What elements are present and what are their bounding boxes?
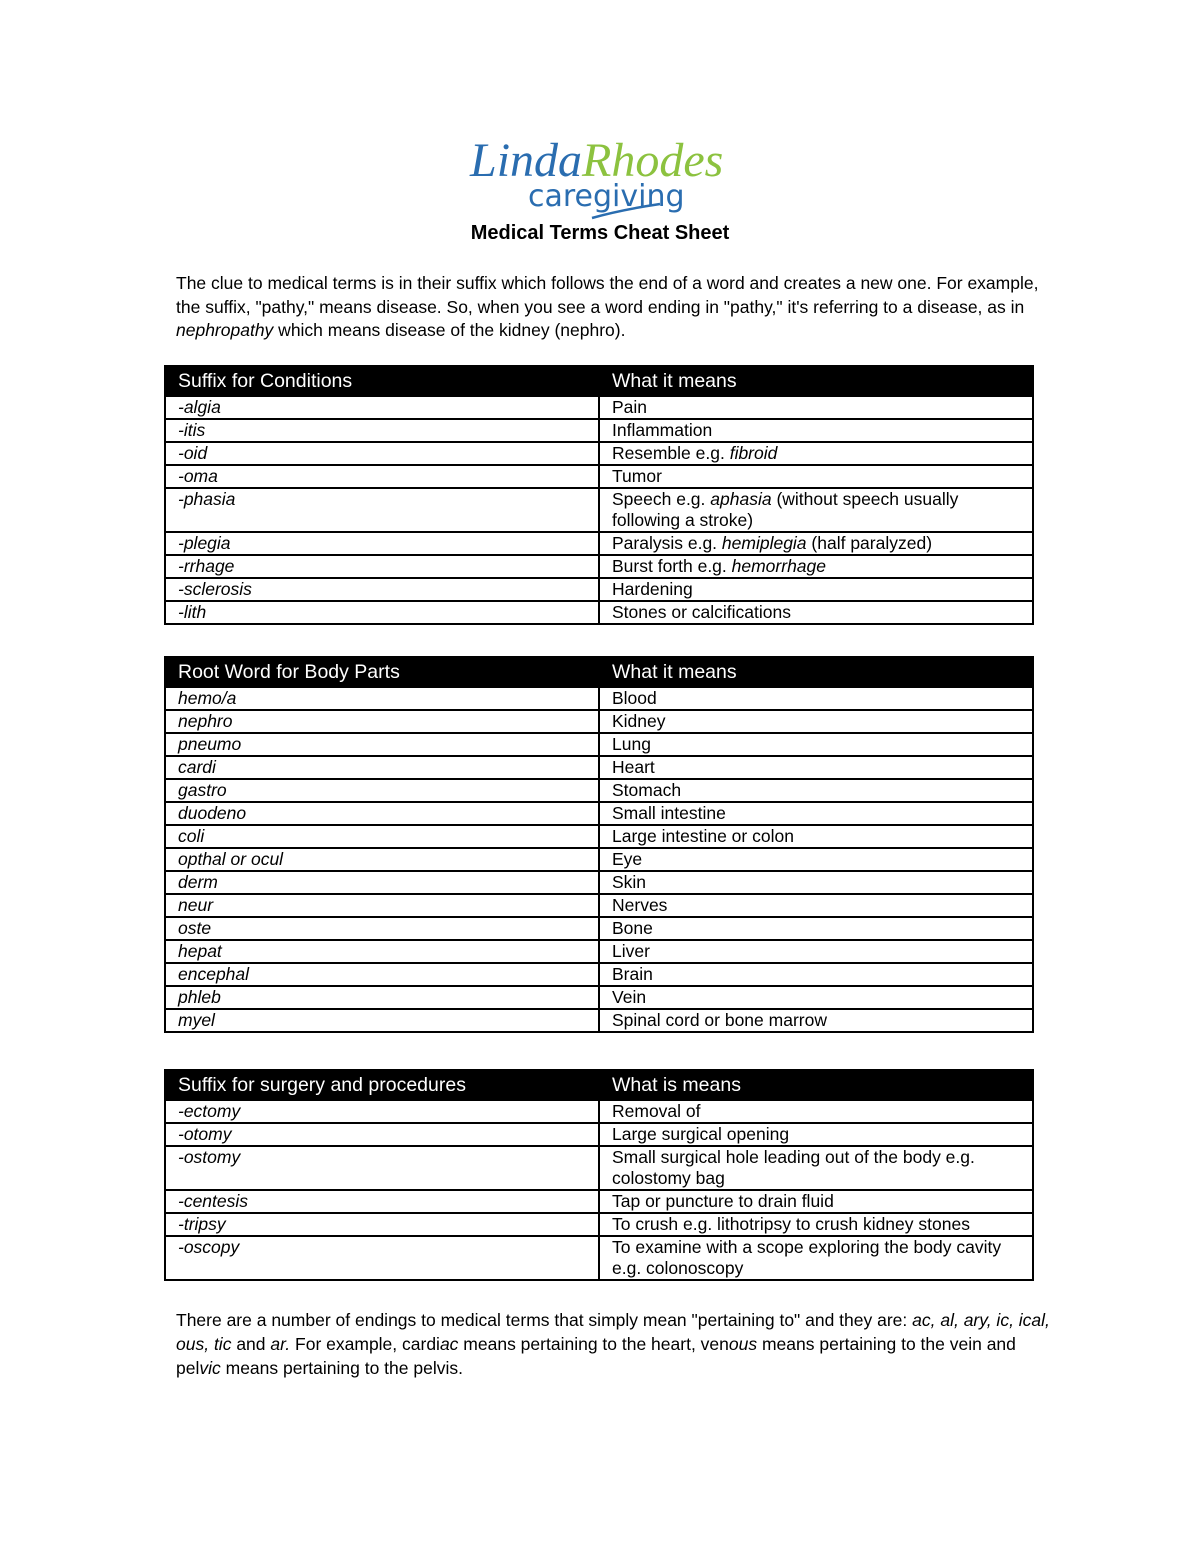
body-parts-table: [164, 656, 1034, 1033]
logo-name-first: LindaRhodes: [470, 136, 724, 187]
term-cell: derm: [165, 871, 599, 894]
table-row: [165, 1009, 1033, 1032]
term-cell: encephal: [165, 963, 599, 986]
meaning-cell: Hardening: [599, 578, 1033, 601]
term-cell: -oscopy: [165, 1236, 599, 1280]
procedures-header-meaning: What is means: [599, 1070, 1033, 1100]
endings-paragraph: [176, 1308, 1056, 1380]
intro-paragraph: [176, 272, 1056, 343]
meaning-cell: To crush e.g. lithotripsy to crush kidney stones: [599, 1213, 1033, 1236]
term-cell: -phasia: [165, 488, 599, 532]
table-row: [165, 779, 1033, 802]
meaning-cell: Small surgical hole leading out of the body e.g. colostomy bag: [599, 1146, 1033, 1190]
term-cell: pneumo: [165, 733, 599, 756]
meaning-cell: [599, 532, 1033, 555]
meaning-cell: Tap or puncture to drain fluid: [599, 1190, 1033, 1213]
example-term: hemorrhage: [731, 556, 827, 576]
meaning-cell: [599, 488, 1033, 532]
table-row: [165, 894, 1033, 917]
example-term: aphasia: [710, 489, 772, 509]
table-row: [165, 802, 1033, 825]
term-cell: phleb: [165, 986, 599, 1009]
meaning-cell: Stomach: [599, 779, 1033, 802]
table-row: [165, 733, 1033, 756]
term-cell: myel: [165, 1009, 599, 1032]
body-parts-header-term: Root Word for Body Parts: [165, 657, 599, 687]
table-row: [165, 1100, 1033, 1123]
meaning-cell: Spinal cord or bone marrow: [599, 1009, 1033, 1032]
outro-text: means pertaining to the pelvis.: [220, 1358, 463, 1378]
term-cell: -centesis: [165, 1190, 599, 1213]
table-row: [165, 555, 1033, 578]
term-cell: neur: [165, 894, 599, 917]
outro-example-ending: ous: [728, 1334, 758, 1354]
outro-text: means pertaining to the heart, ven: [458, 1334, 729, 1354]
meaning-cell: Bone: [599, 917, 1033, 940]
table-row: [165, 871, 1033, 894]
meaning-cell: Liver: [599, 940, 1033, 963]
term-cell: cardi: [165, 756, 599, 779]
table-row: [165, 1236, 1033, 1280]
document-title: Medical Terms Cheat Sheet: [470, 222, 730, 244]
table-row: [165, 1213, 1033, 1236]
outro-text: There are a number of endings to medical terms that simply mean "pertaining to" and they are:: [176, 1310, 913, 1330]
meaning-text: Speech e.g.: [612, 489, 711, 509]
table-row: [165, 419, 1033, 442]
meaning-text: Burst forth e.g.: [612, 556, 732, 576]
outro-text: and: [231, 1334, 271, 1354]
table-row: [165, 825, 1033, 848]
term-cell: -ectomy: [165, 1100, 599, 1123]
meaning-cell: Large intestine or colon: [599, 825, 1033, 848]
meaning-cell: Nerves: [599, 894, 1033, 917]
term-cell: duodeno: [165, 802, 599, 825]
term-cell: hemo/a: [165, 687, 599, 710]
outro-example-ending: vic: [199, 1358, 221, 1378]
meaning-cell: [599, 555, 1033, 578]
meaning-cell: [599, 442, 1033, 465]
term-cell: -algia: [165, 396, 599, 419]
term-cell: -plegia: [165, 532, 599, 555]
outro-example-ending: ac: [439, 1334, 459, 1354]
term-cell: nephro: [165, 710, 599, 733]
meaning-cell: Pain: [599, 396, 1033, 419]
table-row: [165, 848, 1033, 871]
intro-text-1: The clue to medical terms is in their suffix which follows the end of a word and creates a new one. For example, the suffix, "pathy," means disease. So, when you see a word ending in "pathy," it's referring to a disease, as in: [176, 273, 1039, 317]
table-row: [165, 710, 1033, 733]
meaning-cell: Large surgical opening: [599, 1123, 1033, 1146]
term-cell: -otomy: [165, 1123, 599, 1146]
linda-rhodes-caregiving-logo: [0, 136, 1200, 222]
table-row: [165, 986, 1033, 1009]
table-row: [165, 1146, 1033, 1190]
table-row: [165, 578, 1033, 601]
term-cell: -sclerosis: [165, 578, 599, 601]
meaning-text: Resemble e.g.: [612, 443, 730, 463]
term-cell: -oid: [165, 442, 599, 465]
example-term: hemiplegia: [721, 533, 807, 553]
table-row: [165, 1190, 1033, 1213]
table-row: [165, 1123, 1033, 1146]
meaning-cell: Inflammation: [599, 419, 1033, 442]
meaning-cell: Blood: [599, 687, 1033, 710]
term-cell: -oma: [165, 465, 599, 488]
term-cell: oste: [165, 917, 599, 940]
term-cell: -lith: [165, 601, 599, 624]
table-row: [165, 488, 1033, 532]
outro-ending-ar: ar.: [270, 1334, 291, 1354]
term-cell: hepat: [165, 940, 599, 963]
table-row: [165, 465, 1033, 488]
example-term: fibroid: [729, 443, 778, 463]
procedures-table: [164, 1069, 1034, 1281]
meaning-cell: Lung: [599, 733, 1033, 756]
outro-text: For example, cardi: [290, 1334, 440, 1354]
meaning-cell: Brain: [599, 963, 1033, 986]
procedures-header-term: Suffix for surgery and procedures: [165, 1070, 599, 1100]
table-row: [165, 532, 1033, 555]
meaning-cell: Heart: [599, 756, 1033, 779]
outro-endings: ac, al, ary, ic, ical, ous, tic: [176, 1310, 1050, 1354]
table-row: [165, 940, 1033, 963]
conditions-header-meaning: What it means: [599, 366, 1033, 396]
meaning-cell: Removal of: [599, 1100, 1033, 1123]
outro-text: means pertaining to the vein and pel: [176, 1334, 1016, 1378]
table-row: [165, 756, 1033, 779]
conditions-header-term: Suffix for Conditions: [165, 366, 599, 396]
meaning-cell: Kidney: [599, 710, 1033, 733]
meaning-cell: Vein: [599, 986, 1033, 1009]
meaning-text: (without speech usually following a stroke): [612, 489, 959, 530]
term-cell: -rrhage: [165, 555, 599, 578]
intro-text-2: which means disease of the kidney (nephro).: [273, 320, 626, 340]
meaning-cell: Tumor: [599, 465, 1033, 488]
term-cell: -tripsy: [165, 1213, 599, 1236]
meaning-cell: Small intestine: [599, 802, 1033, 825]
term-cell: -itis: [165, 419, 599, 442]
body-parts-header-meaning: What it means: [599, 657, 1033, 687]
table-row: [165, 917, 1033, 940]
intro-example-word: nephropathy: [176, 320, 274, 340]
conditions-table: [164, 365, 1034, 625]
meaning-cell: Skin: [599, 871, 1033, 894]
table-row: [165, 687, 1033, 710]
meaning-cell: To examine with a scope exploring the body cavity e.g. colonoscopy: [599, 1236, 1033, 1280]
term-cell: coli: [165, 825, 599, 848]
table-row: [165, 396, 1033, 419]
logo-tagline: caregiving: [528, 179, 685, 214]
meaning-cell: Stones or calcifications: [599, 601, 1033, 624]
term-cell: gastro: [165, 779, 599, 802]
table-row: [165, 442, 1033, 465]
table-row: [165, 601, 1033, 624]
meaning-cell: Eye: [599, 848, 1033, 871]
meaning-text: (half paralyzed): [806, 533, 933, 553]
meaning-text: Paralysis e.g.: [612, 533, 722, 553]
term-cell: -ostomy: [165, 1146, 599, 1190]
term-cell: opthal or ocul: [165, 848, 599, 871]
table-row: [165, 963, 1033, 986]
